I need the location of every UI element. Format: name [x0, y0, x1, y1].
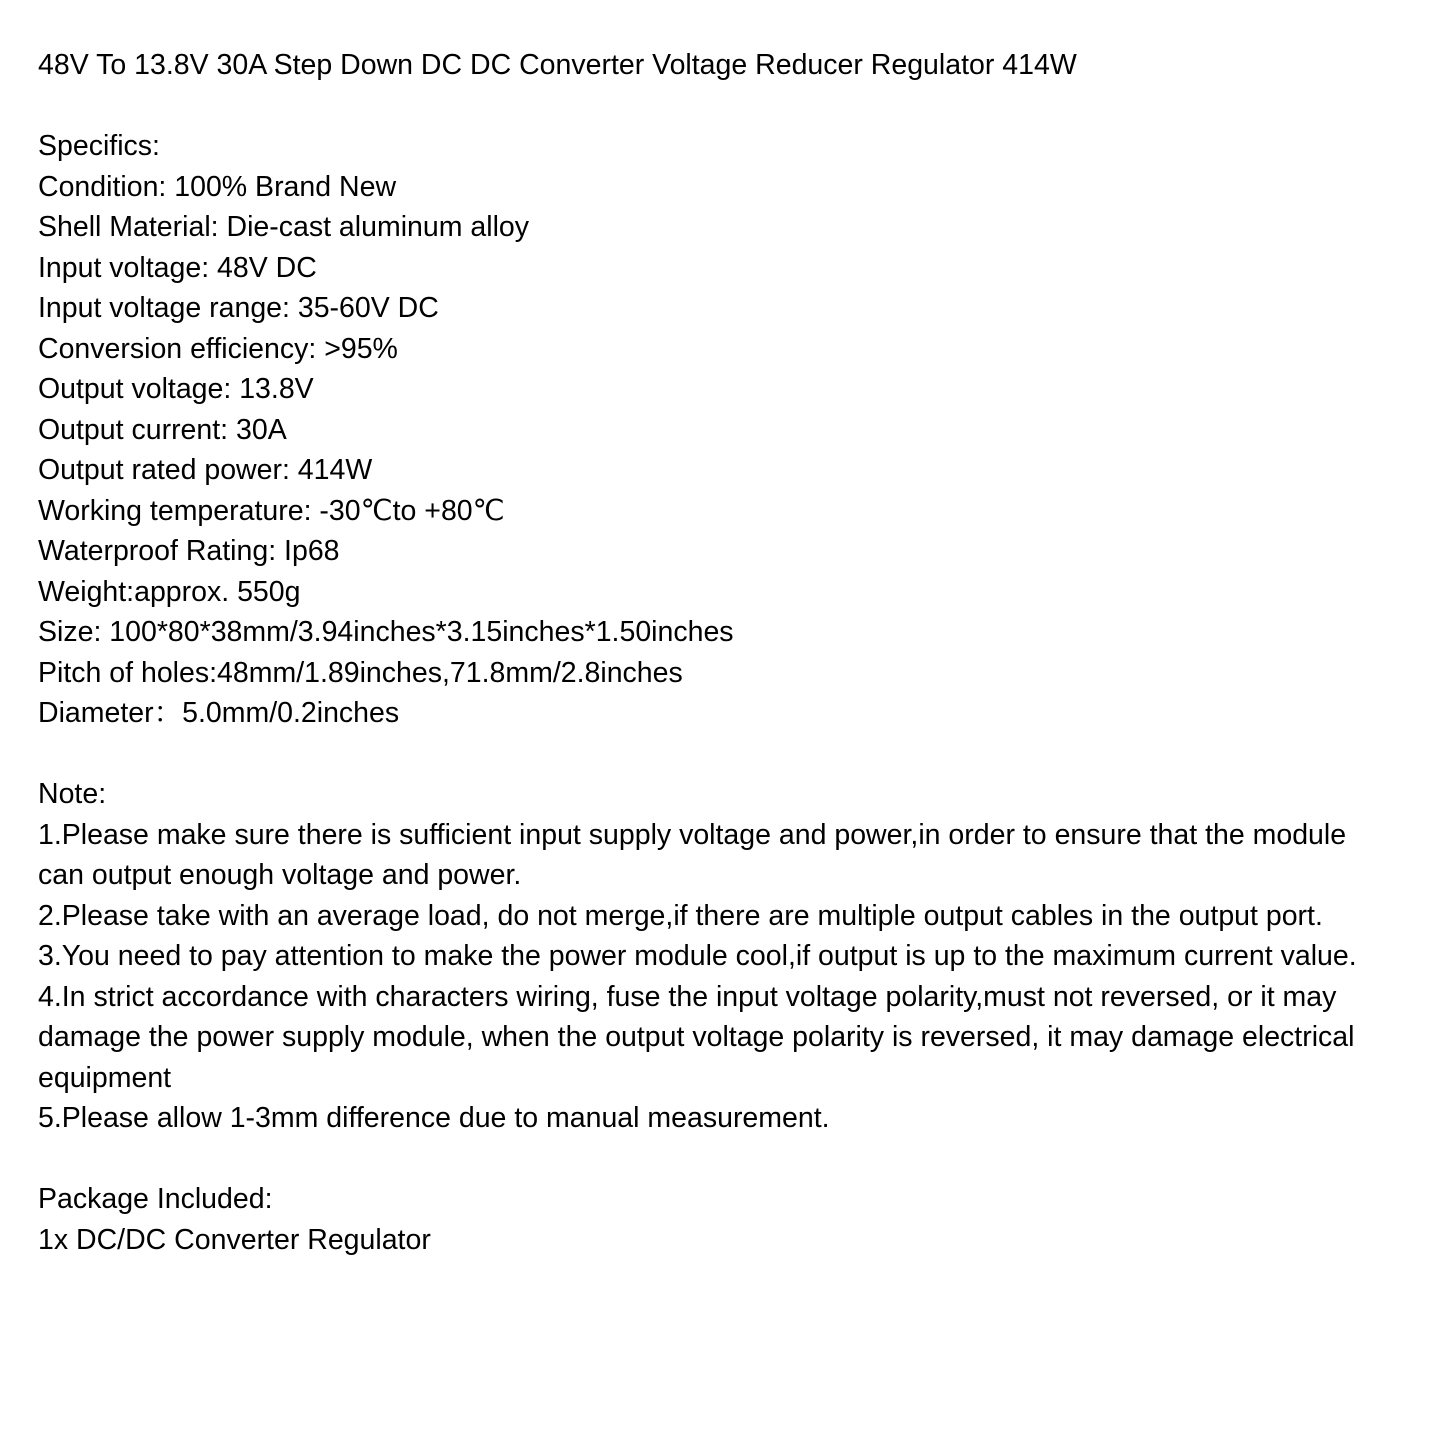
spec-conversion-efficiency: Conversion efficiency: >95% [38, 332, 398, 365]
note-heading: Note: [38, 778, 107, 810]
specifics-section [38, 126, 1408, 734]
spec-waterproof-rating: Waterproof Rating: Ip68 [38, 535, 340, 567]
note-item-2: 2.Please take with an average load, do not merge,if there are multiple output cables in the output port. [38, 899, 1323, 932]
note-item-1: 1.Please make sure there is sufficient input supply voltage and power,in order to ensure that the module can output enough voltage and power. [38, 818, 1347, 891]
spec-working-temperature: Working temperature: -30℃to +80℃ [38, 494, 505, 527]
package-heading: Package Included: [38, 1183, 273, 1215]
product-title: 48V To 13.8V 30A Step Down DC DC Converter Voltage Reducer Regulator 414W [38, 49, 1077, 81]
spec-size: Size: 100*80*38mm/3.94inches*3.15inches*1.50inches [38, 616, 734, 648]
note-section [38, 774, 1408, 1139]
note-item-4: 4.In strict accordance with characters wiring, fuse the input voltage polarity,must not reversed, or it may damage the power supply module, when the output voltage polarity is reversed, it may damage electrical equipment [38, 980, 1355, 1094]
product-description [38, 45, 1408, 1260]
spec-input-voltage: Input voltage: 48V DC [38, 251, 317, 284]
spec-output-rated-power: Output rated power: 414W [38, 454, 373, 486]
spacer [38, 86, 1408, 127]
spec-condition: Condition: 100% Brand New [38, 170, 397, 203]
spec-shell-material: Shell Material: Die-cast aluminum alloy [38, 211, 530, 243]
spec-output-current: Output current: 30A [38, 413, 287, 446]
spec-weight: Weight:approx. 550g [38, 575, 301, 608]
package-section [38, 1179, 1408, 1260]
spec-diameter: Diameter：5.0mm/0.2inches [38, 697, 400, 729]
note-item-5: 5.Please allow 1-3mm difference due to manual measurement. [38, 1102, 830, 1134]
note-item-3: 3.You need to pay attention to make the power module cool,if output is up to the maximum current value. [38, 940, 1357, 972]
specifics-heading: Specifics: [38, 130, 160, 162]
spec-output-voltage: Output voltage: 13.8V [38, 373, 314, 405]
package-item: 1x DC/DC Converter Regulator [38, 1223, 431, 1256]
spec-pitch-of-holes: Pitch of holes:48mm/1.89inches,71.8mm/2.8inches [38, 656, 683, 689]
spacer [38, 734, 1408, 775]
spacer [38, 1139, 1408, 1180]
spec-input-voltage-range: Input voltage range: 35-60V DC [38, 292, 439, 324]
